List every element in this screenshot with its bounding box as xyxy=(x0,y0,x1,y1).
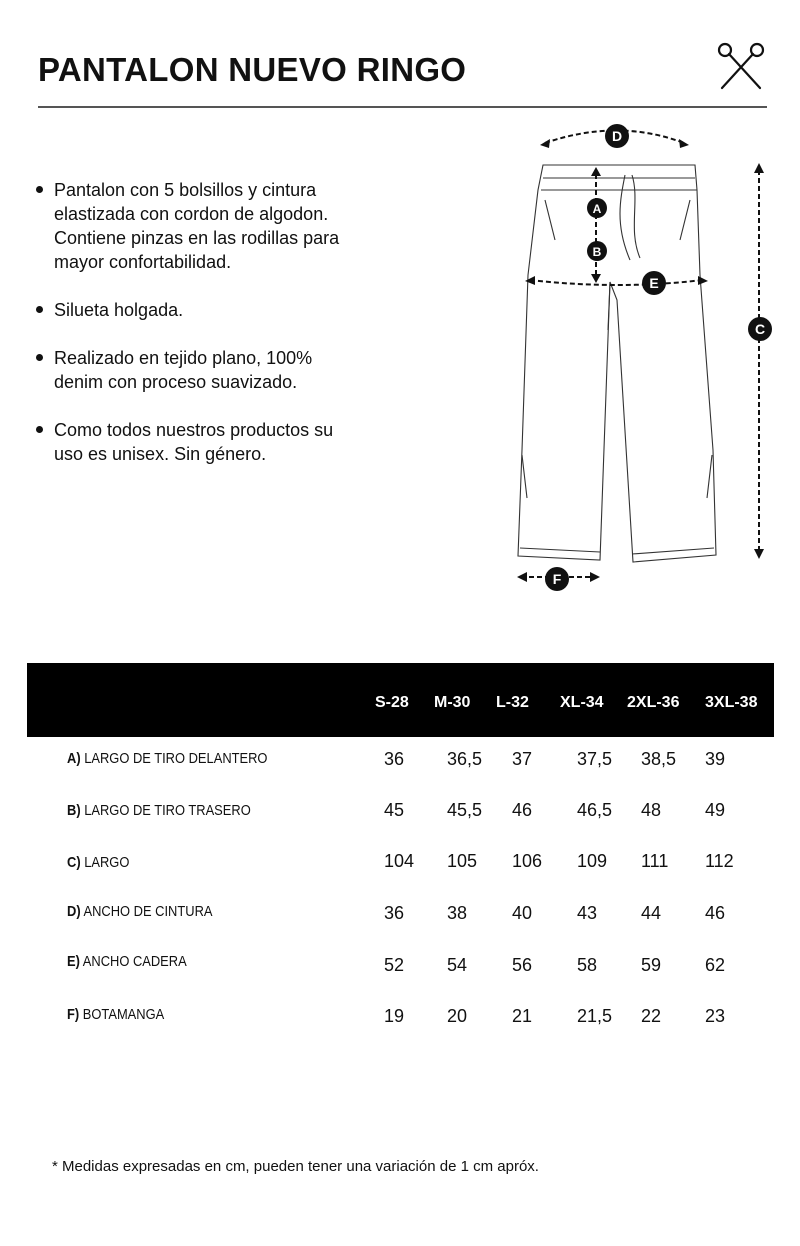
table-cell: 105 xyxy=(447,851,478,871)
table-cell: 62 xyxy=(705,955,726,975)
table-cell: 46 xyxy=(512,800,533,820)
table-cell: 46 xyxy=(705,903,726,923)
size-header-s28: S-28 xyxy=(375,694,409,711)
table-cell: 44 xyxy=(641,903,662,923)
marker-f xyxy=(545,567,569,591)
table-cell: 37 xyxy=(512,749,533,769)
table-cell: 45 xyxy=(384,800,405,820)
bullet-icon xyxy=(36,354,43,361)
bullet-icon xyxy=(36,306,43,313)
table-cell: 40 xyxy=(512,903,533,923)
table-cell: 23 xyxy=(705,1006,726,1026)
svg-text:B: B xyxy=(592,245,602,259)
bullet-icon xyxy=(36,426,43,433)
table-cell: 54 xyxy=(447,955,468,975)
row-label-f: F) BOTAMANGA xyxy=(67,1006,165,1023)
table-cell: 58 xyxy=(577,955,598,975)
row-label-a: A) LARGO DE TIRO DELANTERO xyxy=(67,750,268,767)
feature-list xyxy=(34,178,364,490)
marker-c xyxy=(748,317,772,341)
table-cell: 43 xyxy=(577,903,598,923)
table-cell: 22 xyxy=(641,1006,662,1026)
size-header-2xl36: 2XL-36 xyxy=(627,694,680,711)
table-cell: 56 xyxy=(512,955,533,975)
table-cell: 37,5 xyxy=(577,749,613,769)
feature-item: Como todos nuestros productos su uso es unisex. Sin género. xyxy=(34,418,364,466)
size-header-m30: M-30 xyxy=(434,694,471,711)
row-label-d: D) ANCHO DE CINTURA xyxy=(67,903,213,920)
table-cell: 20 xyxy=(447,1006,468,1026)
row-label-c: C) LARGO xyxy=(67,854,130,871)
svg-text:D: D xyxy=(611,128,623,144)
table-cell: 19 xyxy=(384,1006,405,1026)
row-label-e: E) ANCHO CADERA xyxy=(67,953,187,970)
marker-d xyxy=(605,124,629,148)
page-title: PANTALON NUEVO RINGO xyxy=(38,51,467,88)
size-header-xl34: XL-34 xyxy=(560,694,604,711)
pants-outline xyxy=(518,165,716,562)
marker-b xyxy=(587,241,607,261)
table-cell: 38,5 xyxy=(641,749,677,769)
table-cell: 46,5 xyxy=(577,800,613,820)
table-cell: 52 xyxy=(384,955,405,975)
feature-item: Silueta holgada. xyxy=(34,298,364,322)
table-cell: 104 xyxy=(384,851,415,871)
header-divider xyxy=(38,106,767,108)
table-cell: 59 xyxy=(641,955,662,975)
scissors-icon xyxy=(716,42,766,90)
table-cell: 39 xyxy=(705,749,726,769)
svg-text:C: C xyxy=(754,321,766,337)
marker-e xyxy=(642,271,666,295)
table-cell: 38 xyxy=(447,903,468,923)
bullet-icon xyxy=(36,186,43,193)
table-cell: 21 xyxy=(512,1006,533,1026)
table-cell: 49 xyxy=(705,800,726,820)
svg-text:A: A xyxy=(592,202,602,216)
measurement-footnote: * Medidas expresadas en cm, pueden tener una variación de 1 cm apróx. xyxy=(52,1158,539,1175)
table-cell: 36 xyxy=(384,749,405,769)
svg-text:F: F xyxy=(552,571,562,587)
marker-a xyxy=(587,198,607,218)
pants-measurement-diagram xyxy=(505,118,795,598)
feature-item: Pantalon con 5 bolsillos y cintura elastizada con cordon de algodon. Contiene pinzas en las rodillas para mayor confortabilidad. xyxy=(34,178,364,274)
row-label-b: B) LARGO DE TIRO TRASERO xyxy=(67,802,251,819)
table-cell: 111 xyxy=(641,851,669,871)
svg-text:E: E xyxy=(649,275,659,291)
table-cell: 45,5 xyxy=(447,800,483,820)
table-cell: 109 xyxy=(577,851,608,871)
size-header-l32: L-32 xyxy=(496,694,529,711)
table-cell: 21,5 xyxy=(577,1006,613,1026)
table-cell: 48 xyxy=(641,800,662,820)
feature-item: Realizado en tejido plano, 100% denim con proceso suavizado. xyxy=(34,346,364,394)
table-cell: 36 xyxy=(384,903,405,923)
table-cell: 112 xyxy=(705,851,734,871)
table-cell: 36,5 xyxy=(447,749,483,769)
table-cell: 106 xyxy=(512,851,543,871)
size-header-3xl38: 3XL-38 xyxy=(705,694,758,711)
